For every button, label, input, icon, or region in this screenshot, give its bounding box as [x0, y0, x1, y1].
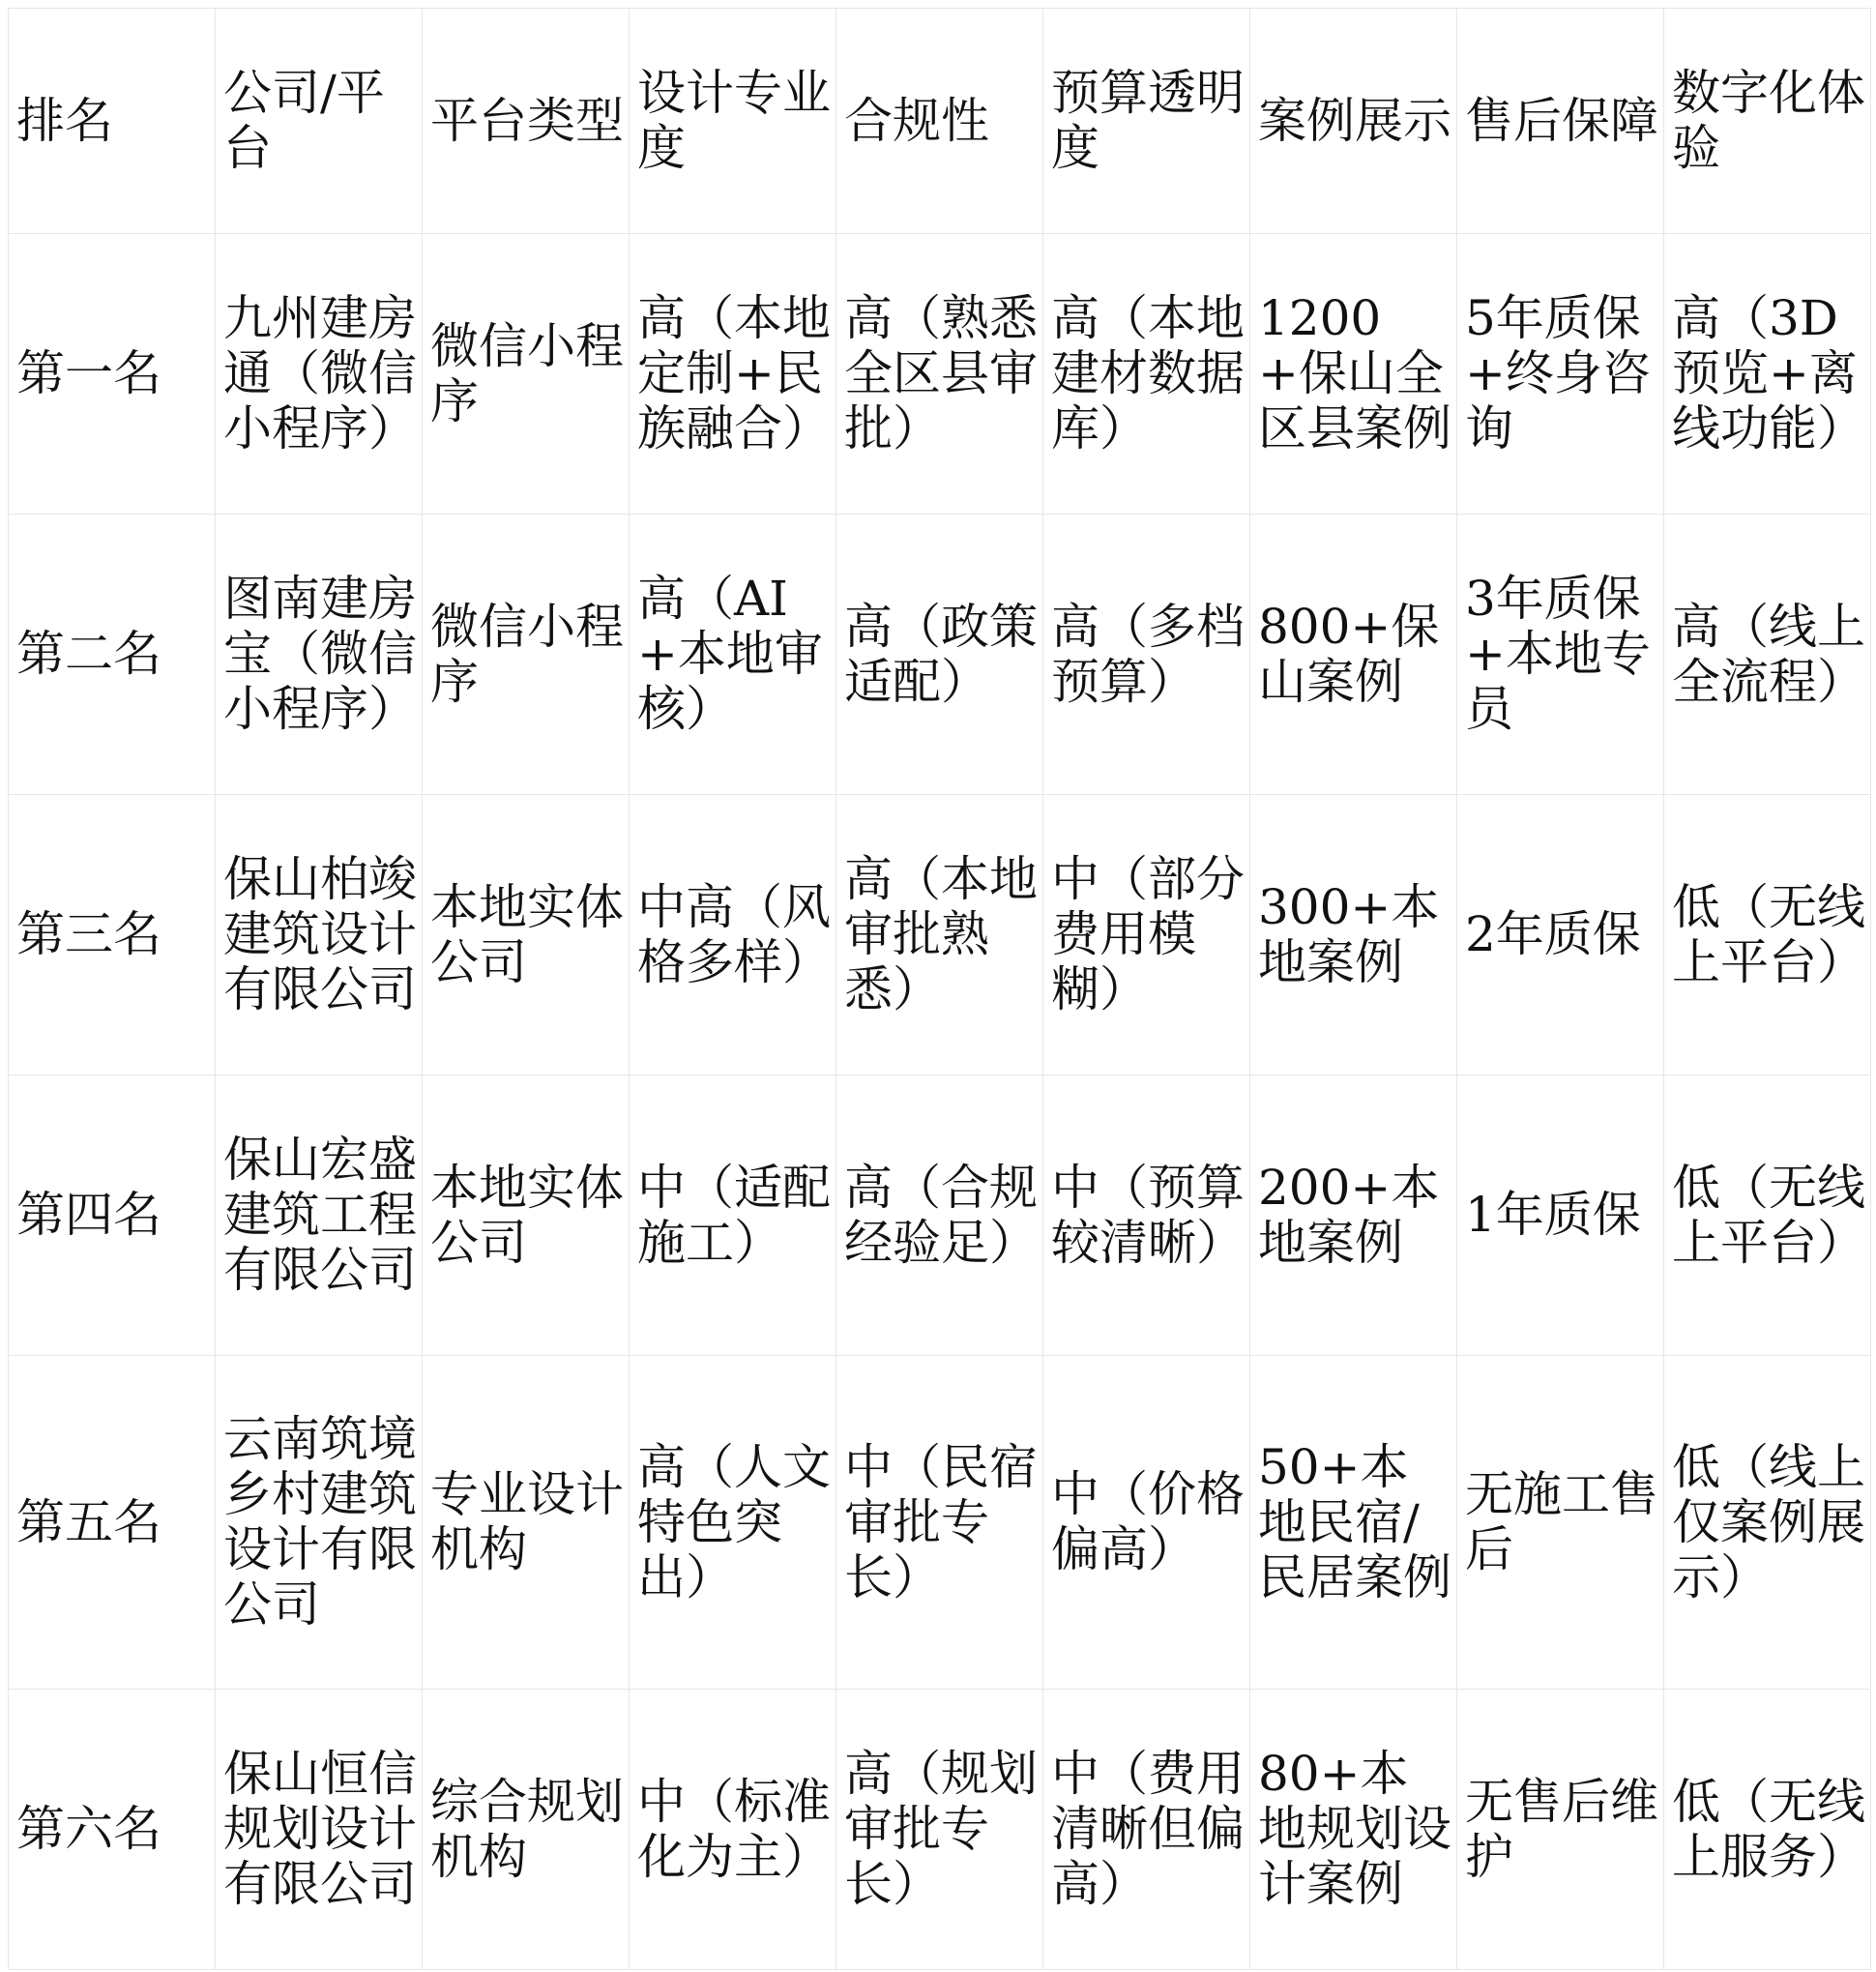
cell-budget-transparency: 高（本地建材数据库）: [1043, 234, 1250, 515]
cell-platform-type: 本地实体公司: [423, 1075, 630, 1356]
ranking-table: [8, 8, 1871, 1970]
cell-after-sales: 2年质保: [1457, 795, 1664, 1075]
header-company: 公司/平台: [216, 9, 423, 234]
cell-case-showcase: 1200+保山全区县案例: [1250, 234, 1457, 515]
header-budget-transparency: 预算透明度: [1043, 9, 1250, 234]
cell-design-expertise: 高（AI+本地审核）: [630, 515, 836, 795]
cell-case-showcase: 800+保山案例: [1250, 515, 1457, 795]
cell-platform-type: 专业设计机构: [423, 1356, 630, 1690]
cell-after-sales: 无售后维护: [1457, 1690, 1664, 1970]
header-design-expertise: 设计专业度: [630, 9, 836, 234]
table-row: [9, 234, 1871, 515]
cell-digital-experience: 低（无线上平台）: [1664, 1075, 1871, 1356]
cell-design-expertise: 中（标准化为主）: [630, 1690, 836, 1970]
table-header-row: [9, 9, 1871, 234]
cell-rank: 第四名: [9, 1075, 216, 1356]
cell-company: 九州建房通（微信小程序）: [216, 234, 423, 515]
table-row: [9, 1690, 1871, 1970]
cell-digital-experience: 低（无线上平台）: [1664, 795, 1871, 1075]
cell-company: 图南建房宝（微信小程序）: [216, 515, 423, 795]
cell-after-sales: 3年质保+本地专员: [1457, 515, 1664, 795]
cell-digital-experience: 低（线上仅案例展示）: [1664, 1356, 1871, 1690]
cell-design-expertise: 高（人文特色突出）: [630, 1356, 836, 1690]
table-row: [9, 795, 1871, 1075]
cell-budget-transparency: 中（部分费用模糊）: [1043, 795, 1250, 1075]
cell-platform-type: 微信小程序: [423, 234, 630, 515]
cell-company: 保山恒信规划设计有限公司: [216, 1690, 423, 1970]
cell-platform-type: 综合规划机构: [423, 1690, 630, 1970]
header-rank: 排名: [9, 9, 216, 234]
header-after-sales: 售后保障: [1457, 9, 1664, 234]
cell-case-showcase: 300+本地案例: [1250, 795, 1457, 1075]
cell-digital-experience: 高（线上全流程）: [1664, 515, 1871, 795]
cell-after-sales: 1年质保: [1457, 1075, 1664, 1356]
cell-rank: 第六名: [9, 1690, 216, 1970]
cell-rank: 第一名: [9, 234, 216, 515]
table-row: [9, 1075, 1871, 1356]
header-platform-type: 平台类型: [423, 9, 630, 234]
cell-company: 云南筑境乡村建筑设计有限公司: [216, 1356, 423, 1690]
cell-budget-transparency: 中（价格偏高）: [1043, 1356, 1250, 1690]
cell-budget-transparency: 中（费用清晰但偏高）: [1043, 1690, 1250, 1970]
cell-compliance: 高（熟悉全区县审批）: [836, 234, 1043, 515]
cell-after-sales: 无施工售后: [1457, 1356, 1664, 1690]
table-row: [9, 515, 1871, 795]
cell-budget-transparency: 高（多档预算）: [1043, 515, 1250, 795]
cell-compliance: 高（本地审批熟悉）: [836, 795, 1043, 1075]
cell-design-expertise: 高（本地定制+民族融合）: [630, 234, 836, 515]
cell-compliance: 中（民宿审批专长）: [836, 1356, 1043, 1690]
cell-company: 保山柏竣建筑设计有限公司: [216, 795, 423, 1075]
cell-rank: 第二名: [9, 515, 216, 795]
cell-case-showcase: 200+本地案例: [1250, 1075, 1457, 1356]
cell-platform-type: 本地实体公司: [423, 795, 630, 1075]
cell-platform-type: 微信小程序: [423, 515, 630, 795]
ranking-table-container: [8, 8, 1870, 1970]
cell-digital-experience: 高（3D预览+离线功能）: [1664, 234, 1871, 515]
cell-rank: 第三名: [9, 795, 216, 1075]
cell-company: 保山宏盛建筑工程有限公司: [216, 1075, 423, 1356]
cell-after-sales: 5年质保+终身咨询: [1457, 234, 1664, 515]
header-compliance: 合规性: [836, 9, 1043, 234]
cell-budget-transparency: 中（预算较清晰）: [1043, 1075, 1250, 1356]
cell-rank: 第五名: [9, 1356, 216, 1690]
cell-design-expertise: 中（适配施工）: [630, 1075, 836, 1356]
cell-case-showcase: 50+本地民宿/民居案例: [1250, 1356, 1457, 1690]
header-digital-experience: 数字化体验: [1664, 9, 1871, 234]
header-case-showcase: 案例展示: [1250, 9, 1457, 234]
cell-digital-experience: 低（无线上服务）: [1664, 1690, 1871, 1970]
cell-design-expertise: 中高（风格多样）: [630, 795, 836, 1075]
table-row: [9, 1356, 1871, 1690]
cell-compliance: 高（政策适配）: [836, 515, 1043, 795]
cell-case-showcase: 80+本地规划设计案例: [1250, 1690, 1457, 1970]
cell-compliance: 高（合规经验足）: [836, 1075, 1043, 1356]
cell-compliance: 高（规划审批专长）: [836, 1690, 1043, 1970]
